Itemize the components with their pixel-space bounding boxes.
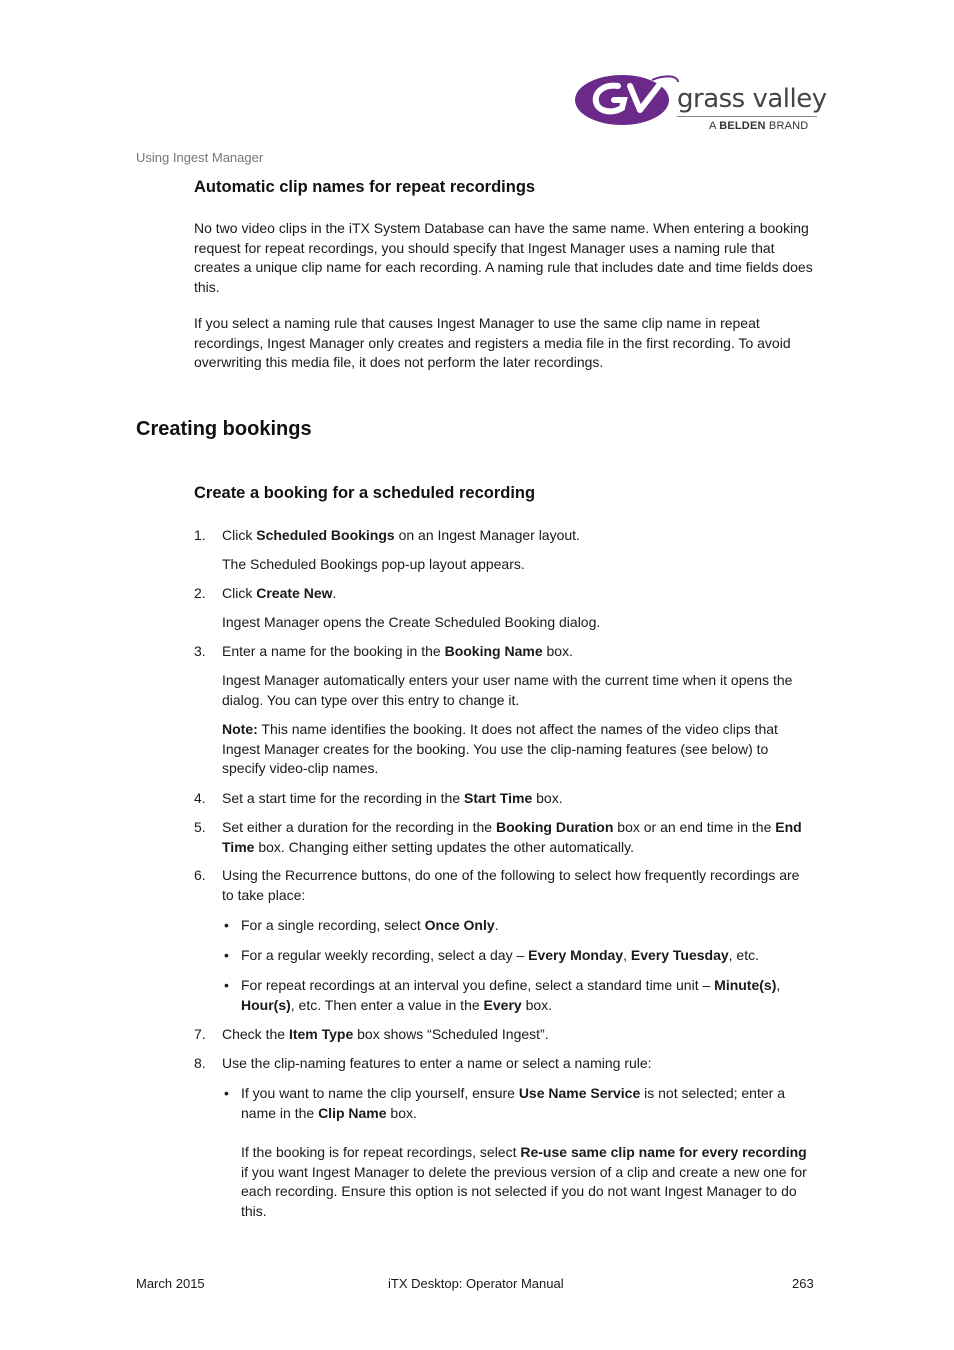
step-text: Click Scheduled Bookings on an Ingest Manager layout.: [222, 527, 580, 543]
step-number: 2.: [194, 585, 206, 601]
gv-logo-icon: [574, 72, 680, 130]
bullet-icon: •: [224, 917, 229, 933]
step-number: 7.: [194, 1026, 206, 1042]
paragraph: No two video clips in the iTX System Database can have the same name. When entering a booking request for repeat recordings, you should specify that Ingest Manager uses a naming rule that creates a unique clip name for each recording. A naming rule that includes date and time fields does this.: [194, 220, 813, 295]
step-text: Click Create New.: [222, 585, 337, 601]
footer-page-number: 263: [792, 1276, 814, 1291]
section-heading-clip-names: Automatic clip names for repeat recordings: [194, 178, 536, 196]
bullet-continuation: If the booking is for repeat recordings, select Re-use same clip name for every recording if you want Ingest Manager to delete the previous version of a clip and create a new one for each recording. Ensure this option is not selected if you do not want Ingest Manager to do this.: [241, 1144, 807, 1219]
step-text: Enter a name for the booking in the Booking Name box.: [222, 643, 573, 659]
step-number: 6.: [194, 867, 206, 883]
bullet-item: If you want to name the clip yourself, ensure Use Name Service is not selected; enter a name in the Clip Name box.: [241, 1085, 785, 1121]
step-number: 5.: [194, 819, 206, 835]
step-note: Note: This name identifies the booking. It does not affect the names of the video clips that Ingest Manager creates for the booking. You use the clip-naming features (see below) to specify video-clip names.: [222, 721, 778, 777]
logo-divider: [677, 116, 817, 117]
bullet-icon: •: [224, 947, 229, 963]
logo-tagline: A BELDEN BRAND: [709, 120, 809, 132]
step-text: Set either a duration for the recording in the Booking Duration box or an end time in the End Time box. Changing either setting updates the other automatically.: [222, 819, 802, 855]
bullet-item: For a single recording, select Once Only.: [241, 917, 499, 933]
step-text: Use the clip-naming features to enter a name or select a naming rule:: [222, 1055, 652, 1071]
bullet-item: For repeat recordings at an interval you define, select a standard time unit – Minute(s), Hour(s), etc. Then enter a value in the Every box.: [241, 977, 781, 1013]
chapter-heading-creating-bookings: Creating bookings: [136, 418, 312, 440]
step-result: Ingest Manager automatically enters your user name with the current time when it opens the dialog. You can type over this entry to change it.: [222, 672, 793, 708]
logo-wordmark: grass valley: [677, 84, 827, 114]
step-result: Ingest Manager opens the Create Scheduled Booking dialog.: [222, 614, 601, 630]
step-text: Set a start time for the recording in the Start Time box.: [222, 790, 563, 806]
step-number: 8.: [194, 1055, 206, 1071]
step-text: Check the Item Type box shows “Scheduled Ingest”.: [222, 1026, 549, 1042]
section-heading-create-booking: Create a booking for a scheduled recording: [194, 484, 536, 502]
step-number: 3.: [194, 643, 206, 659]
step-number: 4.: [194, 790, 206, 806]
step-number: 1.: [194, 527, 206, 543]
paragraph: If you select a naming rule that causes Ingest Manager to use the same clip name in repeat recordings, Ingest Manager only creates and registers a media file in the first recording. To avoid overwriting this media file, it does not perform the later recordings.: [194, 315, 791, 371]
step-text: Using the Recurrence buttons, do one of the following to select how frequently recordings are to take place:: [222, 867, 800, 903]
footer-title: iTX Desktop: Operator Manual: [388, 1276, 564, 1291]
step-result: The Scheduled Bookings pop-up layout appears.: [222, 556, 525, 572]
footer-date: March 2015: [136, 1276, 205, 1291]
bullet-item: For a regular weekly recording, select a day – Every Monday, Every Tuesday, etc.: [241, 947, 760, 963]
grass-valley-logo: [574, 72, 827, 134]
running-head: Using Ingest Manager: [136, 150, 264, 165]
bullet-icon: •: [224, 977, 229, 993]
bullet-icon: •: [224, 1085, 229, 1101]
